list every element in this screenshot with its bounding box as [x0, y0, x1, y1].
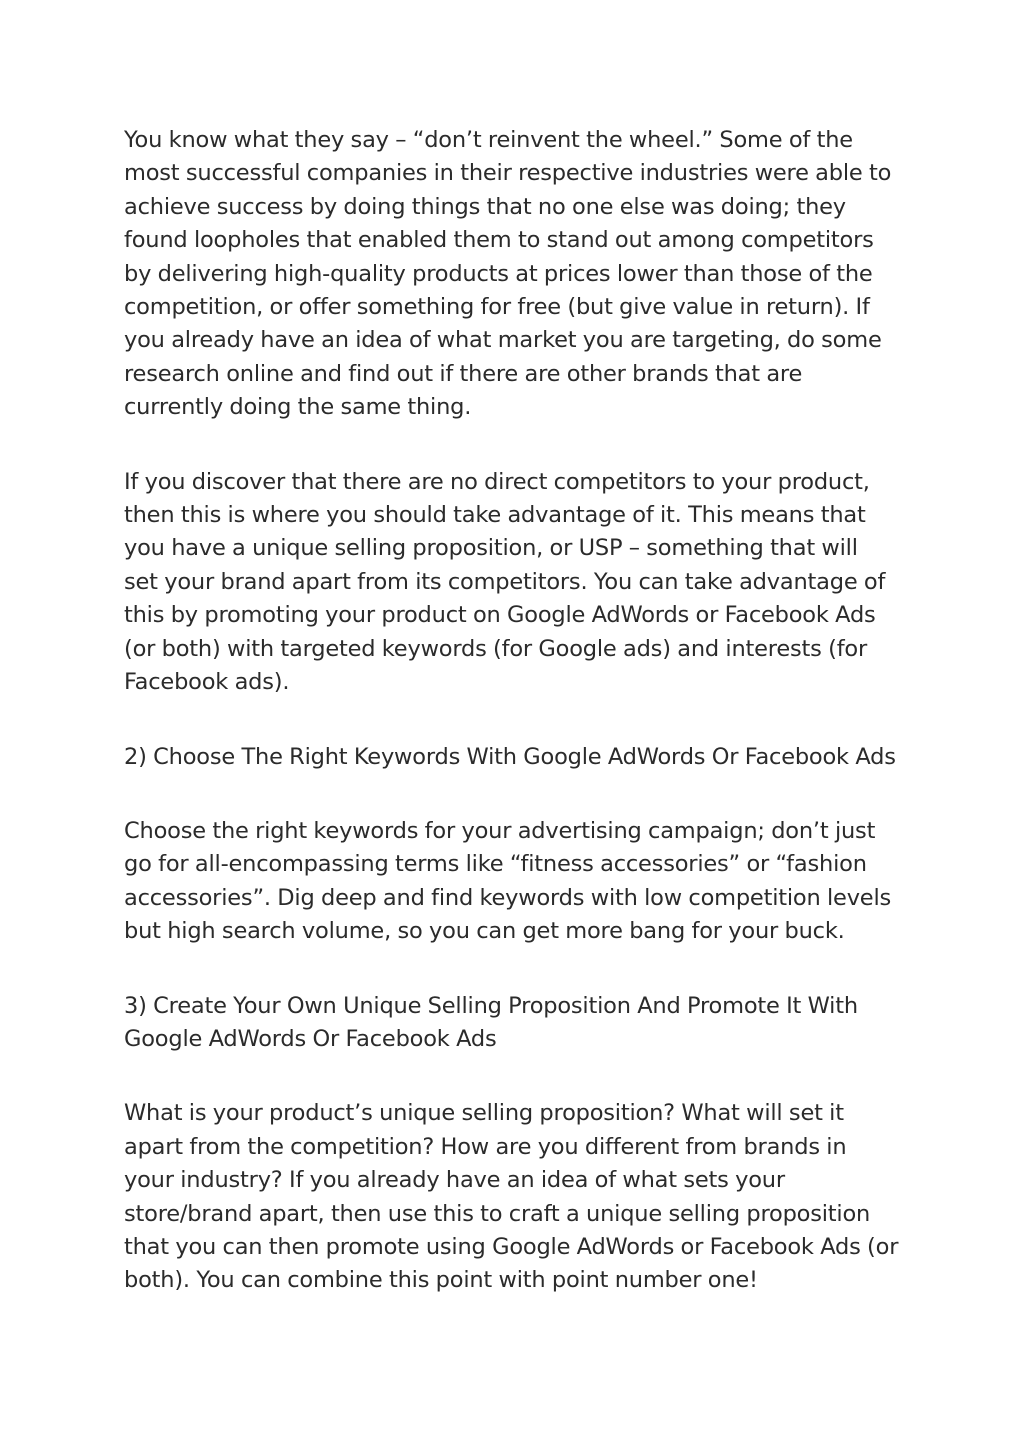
text-line: accessories”. Dig deep and find keywords with low competition levels: [124, 884, 892, 911]
heading-line: 3) Create Your Own Unique Selling Proposition And Promote It With: [124, 992, 858, 1019]
text-line: go for all-encompassing terms like “fitness accessories” or “fashion: [124, 851, 867, 878]
section-heading-usp: [124, 990, 914, 1057]
text-line: Facebook ads).: [124, 669, 290, 696]
text-line: competition, or offer something for free (but give value in return). If: [124, 294, 870, 321]
heading-line: Google AdWords Or Facebook Ads: [124, 1025, 497, 1052]
document-page: [124, 124, 914, 1339]
text-line: you have a unique selling proposition, or USP – something that will: [124, 535, 858, 562]
text-line: What is your product’s unique selling proposition? What will set it: [124, 1100, 844, 1127]
text-line: apart from the competition? How are you different from brands in: [124, 1133, 847, 1160]
paragraph-competitors: [124, 466, 914, 700]
text-line: both). You can combine this point with point number one!: [124, 1267, 758, 1294]
text-line: achieve success by doing things that no one else was doing; they: [124, 193, 846, 220]
text-line: If you discover that there are no direct competitors to your product,: [124, 468, 870, 495]
text-line: your industry? If you already have an idea of what sets your: [124, 1167, 785, 1194]
text-line: most successful companies in their respective industries were able to: [124, 160, 892, 187]
text-line: (or both) with targeted keywords (for Google ads) and interests (for: [124, 635, 868, 662]
section-heading-keywords: [124, 741, 914, 774]
text-line: Choose the right keywords for your advertising campaign; don’t just: [124, 817, 876, 844]
heading-line: 2) Choose The Right Keywords With Google AdWords Or Facebook Ads: [124, 743, 896, 770]
text-line: then this is where you should take advantage of it. This means that: [124, 502, 866, 529]
text-line: but high search volume, so you can get more bang for your buck.: [124, 918, 845, 945]
text-line: you already have an idea of what market you are targeting, do some: [124, 327, 882, 354]
text-line: this by promoting your product on Google AdWords or Facebook Ads: [124, 602, 876, 629]
text-line: by delivering high-quality products at prices lower than those of the: [124, 260, 873, 287]
paragraph-keywords: [124, 815, 914, 949]
text-line: You know what they say – “don’t reinvent the wheel.” Some of the: [124, 127, 853, 153]
text-line: store/brand apart, then use this to craft a unique selling proposition: [124, 1200, 871, 1227]
paragraph-intro: [124, 124, 914, 425]
text-line: that you can then promote using Google AdWords or Facebook Ads (or: [124, 1233, 899, 1260]
text-line: set your brand apart from its competitors. You can take advantage of: [124, 568, 886, 595]
text-line: found loopholes that enabled them to stand out among competitors: [124, 227, 874, 254]
text-line: currently doing the same thing.: [124, 394, 472, 421]
text-line: research online and find out if there are other brands that are: [124, 360, 803, 387]
paragraph-usp: [124, 1097, 914, 1297]
